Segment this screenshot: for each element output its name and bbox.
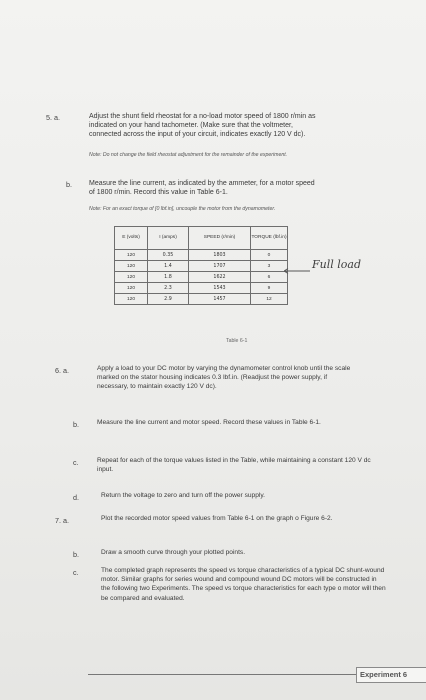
table-row [115,261,288,272]
item-label-6d: d. [73,493,79,502]
table-row [115,294,288,305]
handwritten-annotation: Full load [312,258,361,271]
table-row [115,250,288,261]
item-number-7a: 7. a. [55,516,69,525]
header-speed: SPEED (r/min) [189,227,251,250]
table-caption: Table 6-1 [226,338,248,344]
q5a-line-3: connected across the input of your circuit, indicates exactly 120 V dc). [89,131,306,138]
cell-voltage: 120 [115,272,148,283]
cell-torque: 0 [251,250,288,261]
q7a-text: Plot the recorded motor speed values from Table 6-1 on the graph o Figure 6-2. [101,515,333,522]
cell-voltage: 120 [115,294,148,305]
arrow-icon [284,268,312,274]
item-number-6a: 6. a. [55,366,69,375]
q7c-text: The completed graph represents the speed vs torque characteristics of a typical DC shunt-wound motor. Similar graphs for series wound and compound wound DC motors will be constructed in the following two Experiments. The speed vs torque characteristics for each type o motor will then be compared and evaluated. [101,567,386,602]
cell-speed: 1457 [189,294,251,305]
cell-current: 1.4 [148,261,189,272]
item-label-6c: c. [73,458,79,467]
table-header-row [115,227,288,250]
cell-torque: 12 [251,294,288,305]
q6d-text: Return the voltage to zero and turn off the power supply. [101,492,265,499]
header-voltage: E (volts) [115,227,148,250]
cell-voltage: 120 [115,261,148,272]
item-number-5a: 5. a. [46,113,60,122]
cell-current: 2.3 [148,283,189,294]
cell-torque: 6 [251,272,288,283]
q5b-line-1: Measure the line current, as indicated by the ammeter, for a motor speed [89,180,315,187]
cell-speed: 1707 [189,261,251,272]
cell-current: 0.35 [148,250,189,261]
item-label-7c: c. [73,568,79,577]
cell-current: 1.8 [148,272,189,283]
cell-torque: 9 [251,283,288,294]
item-label-6b: b. [73,420,79,429]
q5a-note: Note: Do not change the field rheostat adjustment for the remainder of the experiment. [89,152,288,158]
cell-voltage: 120 [115,283,148,294]
q5b-line-2: of 1800 r/min. Record this value in Table 6-1. [89,189,228,196]
cell-voltage: 120 [115,250,148,261]
cell-speed: 1622 [189,272,251,283]
q6c-text: Repeat for each of the torque values listed in the Table, while maintaining a constant 120 V dc input. [97,457,371,474]
q5a-line-2: indicated on your hand tachometer. (Make sure that the voltmeter, [89,122,293,129]
cell-current: 2.9 [148,294,189,305]
item-label-5b: b. [66,180,72,189]
item-label-7b: b. [73,550,79,559]
table-row [115,272,288,283]
cell-speed: 1543 [189,283,251,294]
q6b-text: Measure the line current and motor speed. Record these values in Table 6-1. [97,419,321,426]
header-torque: TORQUE (lbf.in) [251,227,288,250]
table-row [115,283,288,294]
cell-torque: 3 [251,261,288,272]
q5b-note: Note: For an exact torque of [0 lbf.in], uncouple the motor from the dynamometer. [89,206,276,212]
q5a-line-1: Adjust the shunt field rheostat for a no-load motor speed of 1800 r/min as [89,113,316,120]
cell-speed: 1803 [189,250,251,261]
q6a-text: Apply a load to your DC motor by varying the dynamometer control knob until the scale marked on the stator housing indicates 0.3 lbf.in. (Readjust the power supply, if necessary, to maintain exactly 120 V dc). [97,365,351,391]
results-table [114,226,288,305]
experiment-footer-tab: Experiment 6 [356,667,426,683]
header-current: I (amps) [148,227,189,250]
q7b-text: Draw a smooth curve through your plotted points. [101,549,246,556]
